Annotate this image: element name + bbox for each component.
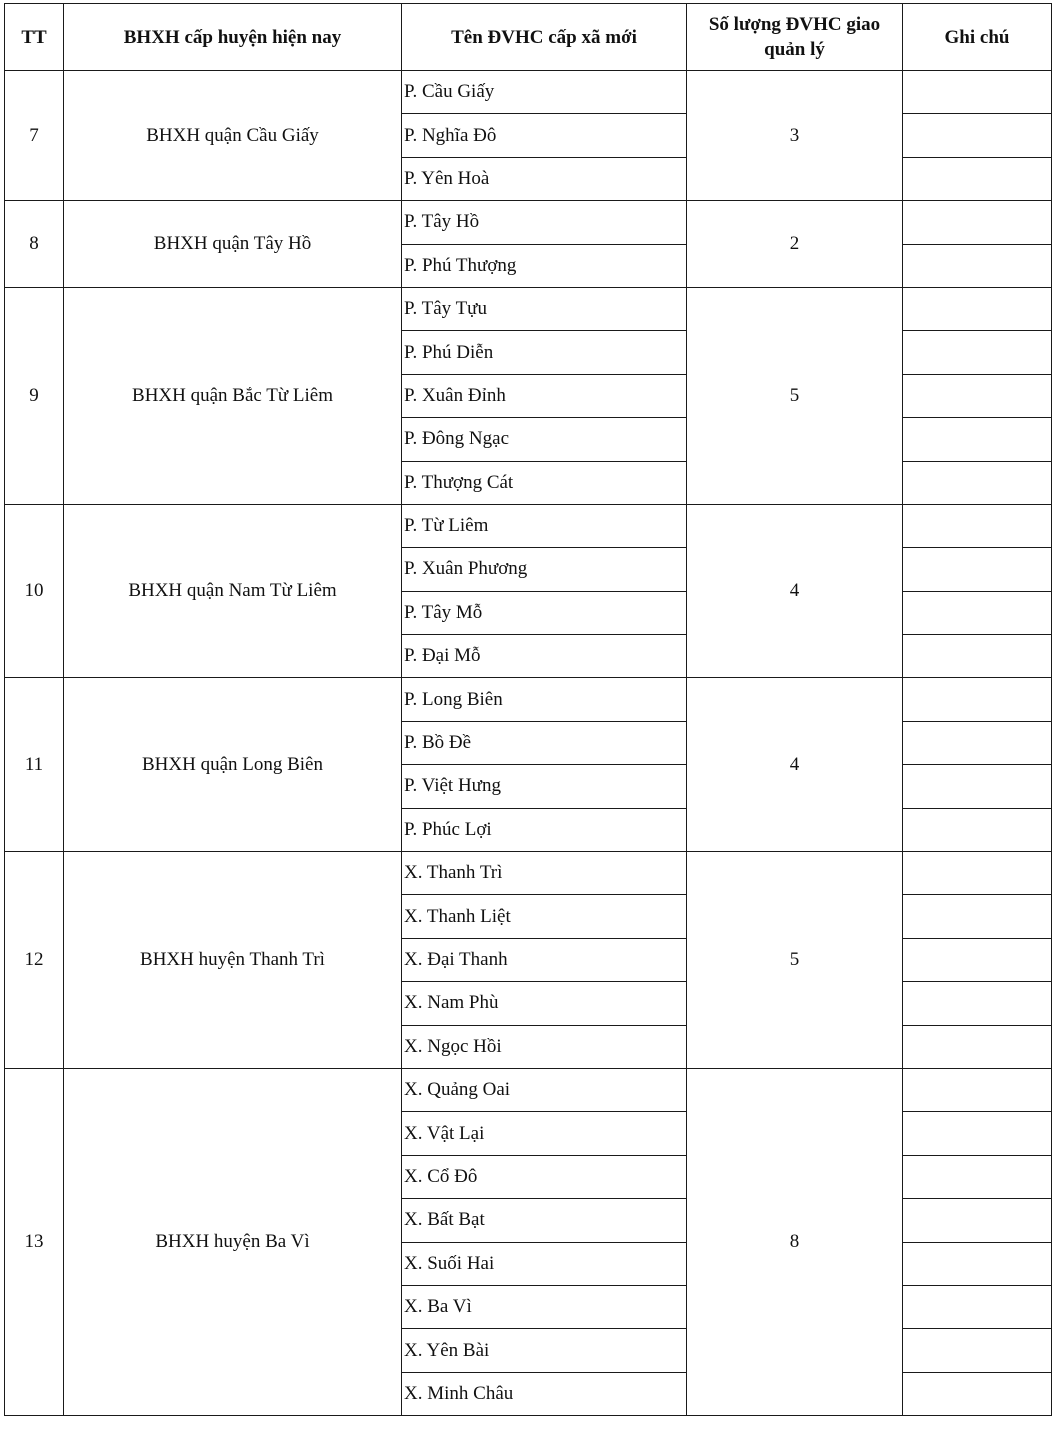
district-unit: BHXH quận Nam Từ Liêm: [64, 504, 402, 678]
district-unit: BHXH quận Cầu Giấy: [64, 71, 402, 201]
ward-name: X. Ba Vì: [402, 1285, 687, 1328]
note-cell: [903, 504, 1052, 547]
ward-name: P. Nghĩa Đô: [402, 114, 687, 157]
note-cell: [903, 201, 1052, 244]
note-cell: [903, 808, 1052, 851]
note-cell: [903, 852, 1052, 895]
ward-name: X. Quảng Oai: [402, 1068, 687, 1111]
ward-name: P. Xuân Phương: [402, 548, 687, 591]
table-row: [5, 71, 1052, 114]
note-cell: [903, 678, 1052, 721]
note-cell: [903, 895, 1052, 938]
note-cell: [903, 721, 1052, 764]
note-cell: [903, 71, 1052, 114]
note-cell: [903, 1025, 1052, 1068]
note-cell: [903, 1242, 1052, 1285]
ward-name: X. Bất Bạt: [402, 1199, 687, 1242]
ward-name: P. Từ Liêm: [402, 504, 687, 547]
note-cell: [903, 287, 1052, 330]
unit-count: 4: [687, 678, 903, 852]
note-cell: [903, 548, 1052, 591]
note-cell: [903, 1285, 1052, 1328]
district-unit: BHXH quận Bắc Từ Liêm: [64, 287, 402, 504]
note-cell: [903, 331, 1052, 374]
ward-name: P. Thượng Cát: [402, 461, 687, 504]
unit-count: 5: [687, 852, 903, 1069]
row-number: 12: [5, 852, 64, 1069]
unit-count: 8: [687, 1068, 903, 1415]
ward-name: X. Vật Lại: [402, 1112, 687, 1155]
table-row: [5, 852, 1052, 895]
note-cell: [903, 1199, 1052, 1242]
row-number: 8: [5, 201, 64, 288]
note-cell: [903, 938, 1052, 981]
note-cell: [903, 374, 1052, 417]
row-number: 7: [5, 71, 64, 201]
district-unit: BHXH quận Tây Hồ: [64, 201, 402, 288]
unit-count: 5: [687, 287, 903, 504]
ward-name: P. Yên Hoà: [402, 157, 687, 200]
header-tt: TT: [5, 4, 64, 71]
ward-name: P. Phú Diễn: [402, 331, 687, 374]
ward-name: X. Suối Hai: [402, 1242, 687, 1285]
row-number: 9: [5, 287, 64, 504]
header-count: Số lượng ĐVHC giao quản lý: [687, 4, 903, 71]
ward-name: P. Xuân Đỉnh: [402, 374, 687, 417]
unit-count: 4: [687, 504, 903, 678]
table-row: [5, 1068, 1052, 1111]
table-row: [5, 504, 1052, 547]
ward-name: P. Việt Hưng: [402, 765, 687, 808]
ward-name: P. Phú Thượng: [402, 244, 687, 287]
ward-name: X. Thanh Liệt: [402, 895, 687, 938]
note-cell: [903, 591, 1052, 634]
ward-name: X. Ngọc Hồi: [402, 1025, 687, 1068]
note-cell: [903, 244, 1052, 287]
ward-name: P. Bồ Đề: [402, 721, 687, 764]
ward-name: P. Tây Mỗ: [402, 591, 687, 634]
ward-name: X. Cổ Đô: [402, 1155, 687, 1198]
ward-name: P. Cầu Giấy: [402, 71, 687, 114]
header-ward: Tên ĐVHC cấp xã mới: [402, 4, 687, 71]
ward-name: X. Minh Châu: [402, 1372, 687, 1415]
table-row: [5, 201, 1052, 244]
ward-name: X. Nam Phù: [402, 982, 687, 1025]
ward-name: P. Long Biên: [402, 678, 687, 721]
unit-count: 3: [687, 71, 903, 201]
district-unit: BHXH huyện Ba Vì: [64, 1068, 402, 1415]
table-row: [5, 678, 1052, 721]
note-cell: [903, 157, 1052, 200]
note-cell: [903, 1112, 1052, 1155]
district-unit: BHXH quận Long Biên: [64, 678, 402, 852]
ward-name: P. Phúc Lợi: [402, 808, 687, 851]
note-cell: [903, 418, 1052, 461]
header-unit: BHXH cấp huyện hiện nay: [64, 4, 402, 71]
note-cell: [903, 1329, 1052, 1372]
row-number: 11: [5, 678, 64, 852]
note-cell: [903, 765, 1052, 808]
ward-name: P. Tây Hồ: [402, 201, 687, 244]
note-cell: [903, 982, 1052, 1025]
header-row: [5, 4, 1052, 71]
ward-name: P. Tây Tựu: [402, 287, 687, 330]
allocation-table: [4, 3, 1052, 1416]
note-cell: [903, 1372, 1052, 1415]
ward-name: P. Đông Ngạc: [402, 418, 687, 461]
note-cell: [903, 1155, 1052, 1198]
note-cell: [903, 114, 1052, 157]
note-cell: [903, 635, 1052, 678]
unit-count: 2: [687, 201, 903, 288]
ward-name: X. Yên Bài: [402, 1329, 687, 1372]
note-cell: [903, 1068, 1052, 1111]
ward-name: P. Đại Mỗ: [402, 635, 687, 678]
row-number: 13: [5, 1068, 64, 1415]
table-body: [5, 71, 1052, 1416]
ward-name: X. Thanh Trì: [402, 852, 687, 895]
row-number: 10: [5, 504, 64, 678]
district-unit: BHXH huyện Thanh Trì: [64, 852, 402, 1069]
ward-name: X. Đại Thanh: [402, 938, 687, 981]
table-row: [5, 287, 1052, 330]
header-note: Ghi chú: [903, 4, 1052, 71]
note-cell: [903, 461, 1052, 504]
